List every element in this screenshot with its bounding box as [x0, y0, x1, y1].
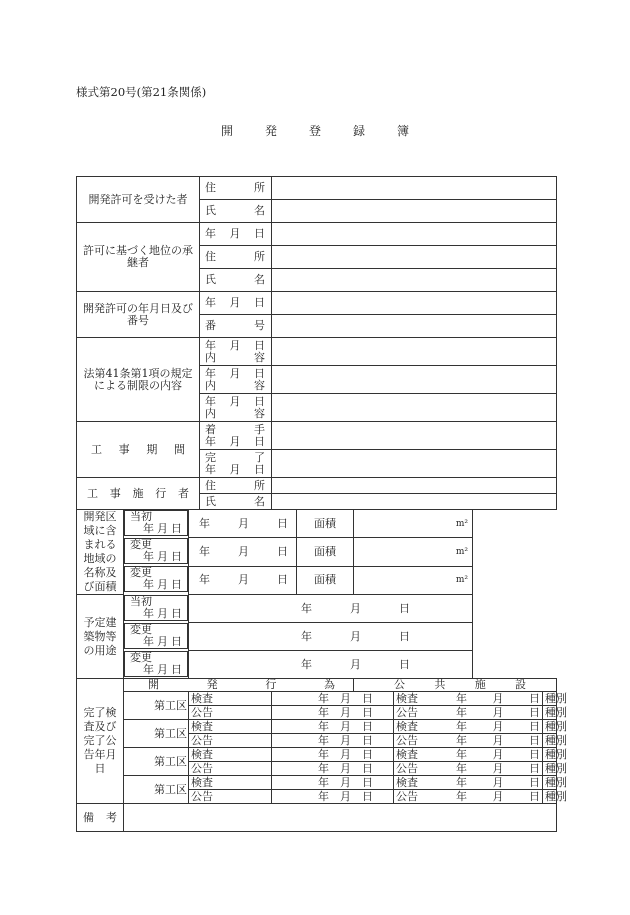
- dev-inspection-date[interactable]: [272, 720, 394, 734]
- year-text: 年: [456, 719, 468, 733]
- month-text: 月: [340, 761, 352, 775]
- content-text: 内容: [205, 378, 266, 392]
- successor-address-cell[interactable]: [272, 246, 557, 269]
- change-text: 変更: [130, 622, 152, 636]
- successor-name-cell[interactable]: [272, 269, 557, 292]
- use-cell-3[interactable]: [189, 651, 473, 679]
- year-text: 年: [143, 634, 154, 648]
- month-text: 月: [157, 634, 168, 648]
- end-text: 完了: [205, 450, 266, 464]
- month-text: 月: [492, 705, 504, 719]
- content-text: 内容: [205, 350, 266, 364]
- area-date-cell-1[interactable]: [189, 510, 297, 538]
- area-value-cell-2[interactable]: m²: [354, 538, 473, 566]
- day-text: 日: [277, 544, 289, 558]
- start-label: [200, 422, 272, 450]
- area-label: 面積: [297, 510, 354, 538]
- year-text: 年: [301, 601, 312, 615]
- title-char: 登: [308, 124, 321, 138]
- notice-label: 公告: [189, 734, 272, 748]
- dev-notice-date[interactable]: [272, 706, 394, 720]
- content-text: 内容: [205, 406, 266, 420]
- pub-notice-date[interactable]: [394, 762, 543, 776]
- applicant-address-cell[interactable]: [272, 177, 557, 200]
- name-label: 氏名: [200, 200, 272, 223]
- area-value-cell-3[interactable]: m²: [354, 566, 473, 594]
- day-text: 日: [529, 761, 541, 775]
- notice-text: 公告: [396, 733, 419, 747]
- remarks-cell[interactable]: [124, 804, 557, 832]
- type-label: 種別: [543, 734, 557, 748]
- day-text: 日: [362, 789, 374, 803]
- ymd-text: 年月日: [205, 434, 266, 448]
- number-label: 番号: [200, 315, 272, 338]
- end-label: [200, 450, 272, 478]
- month-text: 月: [340, 719, 352, 733]
- year-text: 年: [318, 733, 330, 747]
- pub-notice-date[interactable]: [394, 706, 543, 720]
- area-date-cell-3[interactable]: [189, 566, 297, 594]
- applicant-name-cell[interactable]: [272, 200, 557, 223]
- year-text: 年: [143, 662, 154, 676]
- year-text: 年: [143, 578, 154, 592]
- ymd-label: 年月日: [200, 223, 272, 246]
- restriction-cell-1[interactable]: [272, 338, 557, 366]
- type-label: 種別: [543, 720, 557, 734]
- day-text: 日: [171, 662, 182, 676]
- dev-inspection-date[interactable]: [272, 748, 394, 762]
- start-text: 着手: [205, 422, 266, 436]
- area-name-label: 開発区域に含まれる地域の名称及び面積: [77, 510, 124, 595]
- day-text: 日: [529, 775, 541, 789]
- day-text: 日: [529, 691, 541, 705]
- year-text: 年: [456, 705, 468, 719]
- day-text: 日: [171, 634, 182, 648]
- day-text: 日: [362, 705, 374, 719]
- day-text: 日: [529, 733, 541, 747]
- use-cell-2[interactable]: [189, 623, 473, 651]
- year-text: 年: [456, 775, 468, 789]
- notice-label: 公告: [189, 706, 272, 720]
- address-label: 住所: [200, 246, 272, 269]
- remarks-label: 備考: [77, 804, 124, 832]
- contractor-label: 工事施行者: [77, 478, 200, 510]
- ymd-text: 年月日: [205, 462, 266, 476]
- permit-number-cell[interactable]: [272, 315, 557, 338]
- day-text: 日: [362, 719, 374, 733]
- pub-inspection-date[interactable]: [394, 776, 543, 790]
- planned-use-label: 予定建築物等の用途: [77, 595, 124, 679]
- type-label: 種別: [543, 692, 557, 706]
- form-number: 様式第20号(第21条関係): [76, 85, 207, 99]
- month-text: 月: [340, 775, 352, 789]
- day-text: 日: [529, 705, 541, 719]
- month-text: 月: [157, 522, 168, 535]
- day-text: 日: [399, 657, 411, 671]
- pub-notice-date[interactable]: [394, 734, 543, 748]
- month-text: 月: [492, 747, 504, 761]
- day-text: 日: [399, 629, 411, 643]
- month-text: 月: [492, 733, 504, 747]
- pub-inspection-date[interactable]: [394, 720, 543, 734]
- day-text: 日: [277, 573, 289, 587]
- public-facility-header: 公共施設: [354, 679, 557, 692]
- year-text: 年: [143, 549, 154, 563]
- change-text: 変更: [130, 566, 152, 580]
- applicant-label: 開発許可を受けた者: [77, 177, 200, 223]
- day-text: 日: [529, 789, 541, 803]
- change-date-label: [124, 651, 188, 677]
- ymd-content-label: [200, 394, 272, 422]
- restriction-label: 法第41条第1項の規定による制限の内容: [77, 338, 200, 422]
- permit-date-cell[interactable]: [272, 292, 557, 315]
- title-char: 簿: [397, 124, 410, 138]
- month-text: 月: [157, 578, 168, 592]
- name-label: 氏名: [200, 494, 272, 510]
- successor-date-cell[interactable]: [272, 223, 557, 246]
- year-text: 年: [199, 516, 210, 530]
- ymd-label: 年月日: [200, 292, 272, 315]
- type-label: 種別: [543, 748, 557, 762]
- year-text: 年: [456, 761, 468, 775]
- inspection-text: 検査: [396, 747, 419, 761]
- year-text: 年: [318, 789, 330, 803]
- year-text: 年: [199, 573, 210, 587]
- ymd-content-label: [200, 338, 272, 366]
- year-text: 年: [318, 719, 330, 733]
- month-text: 月: [340, 705, 352, 719]
- change-date-label: [124, 566, 188, 592]
- notice-text: 公告: [396, 789, 419, 803]
- district-label: 第 工区: [124, 748, 189, 776]
- inspection-label: 検査: [189, 720, 272, 734]
- year-text: 年: [199, 544, 210, 558]
- change-text: 変更: [130, 650, 152, 664]
- district-label: 第 工区: [124, 692, 189, 720]
- district-label: 第 工区: [124, 720, 189, 748]
- title-char: 発: [264, 124, 277, 138]
- document-title: [0, 122, 630, 139]
- year-text: 年: [301, 657, 312, 671]
- day-text: 日: [362, 733, 374, 747]
- title-char: 開: [220, 124, 233, 138]
- inspection-label: 検査: [189, 748, 272, 762]
- district-label: 第 工区: [124, 776, 189, 804]
- day-text: 日: [171, 549, 182, 563]
- pub-inspection-date[interactable]: [394, 748, 543, 762]
- change-text: 変更: [130, 537, 152, 551]
- month-text: 月: [157, 549, 168, 563]
- day-text: 日: [362, 691, 374, 705]
- type-label: 種別: [543, 790, 557, 804]
- year-text: 年: [318, 691, 330, 705]
- dev-notice-date[interactable]: [272, 734, 394, 748]
- ymd-text: 年月日: [205, 366, 266, 380]
- restriction-cell-2[interactable]: [272, 366, 557, 394]
- name-label: 氏名: [200, 269, 272, 292]
- month-text: 月: [157, 662, 168, 676]
- type-label: 種別: [543, 762, 557, 776]
- day-text: 日: [529, 747, 541, 761]
- initial-text: 当初: [130, 510, 152, 523]
- address-label: 住所: [200, 478, 272, 494]
- construction-period-label: 工事期間: [77, 422, 200, 478]
- title-char: 録: [353, 124, 366, 138]
- area-value-cell-1[interactable]: m²: [354, 510, 473, 538]
- year-text: 年: [318, 747, 330, 761]
- inspection-label: 検査: [189, 692, 272, 706]
- inspection-label: 検査: [189, 776, 272, 790]
- month-text: 月: [238, 573, 250, 587]
- year-text: 年: [318, 775, 330, 789]
- ymd-text: 年月日: [205, 338, 266, 352]
- change-date-label: [124, 623, 188, 649]
- type-label: 種別: [543, 776, 557, 790]
- restriction-cell-3[interactable]: [272, 394, 557, 422]
- inspection-text: 検査: [396, 775, 419, 789]
- month-text: 月: [238, 516, 250, 530]
- year-text: 年: [456, 747, 468, 761]
- construction-start-cell[interactable]: [272, 422, 557, 450]
- year-text: 年: [318, 705, 330, 719]
- area-label: 面積: [297, 566, 354, 594]
- area-label: 面積: [297, 538, 354, 566]
- year-text: 年: [456, 733, 468, 747]
- dev-notice-date[interactable]: [272, 762, 394, 776]
- completion-label: 完了検査及び完了公告年月日: [77, 679, 124, 804]
- year-text: 年: [143, 522, 154, 535]
- type-label: 種別: [543, 706, 557, 720]
- month-text: 月: [340, 789, 352, 803]
- year-text: 年: [318, 761, 330, 775]
- month-text: 月: [157, 606, 168, 620]
- month-text: 月: [238, 544, 250, 558]
- inspection-text: 検査: [396, 691, 419, 705]
- pub-inspection-date[interactable]: [394, 692, 543, 706]
- day-text: 日: [362, 761, 374, 775]
- construction-end-cell[interactable]: [272, 450, 557, 478]
- month-text: 月: [340, 747, 352, 761]
- contractor-name-cell[interactable]: [272, 494, 557, 510]
- initial-date-label: [124, 510, 188, 536]
- change-date-label: [124, 538, 188, 564]
- day-text: 日: [362, 775, 374, 789]
- month-text: 月: [492, 761, 504, 775]
- year-text: 年: [456, 691, 468, 705]
- year-text: 年: [456, 789, 468, 803]
- permit-date-label: 開発許可の年月日及び番号: [77, 292, 200, 338]
- year-text: 年: [301, 629, 312, 643]
- registry-table: [76, 176, 568, 832]
- notice-text: 公告: [396, 705, 419, 719]
- ymd-content-label: [200, 366, 272, 394]
- month-text: 月: [492, 775, 504, 789]
- day-text: 日: [171, 606, 182, 620]
- inspection-text: 検査: [396, 719, 419, 733]
- dev-notice-date[interactable]: [272, 790, 394, 804]
- month-text: 月: [492, 789, 504, 803]
- dev-inspection-date[interactable]: [272, 776, 394, 790]
- pub-notice-date[interactable]: [394, 790, 543, 804]
- day-text: 日: [171, 578, 182, 592]
- initial-text: 当初: [130, 594, 152, 608]
- day-text: 日: [277, 516, 289, 530]
- month-text: 月: [340, 733, 352, 747]
- contractor-address-cell[interactable]: [272, 478, 557, 494]
- dev-inspection-date[interactable]: [272, 692, 394, 706]
- day-text: 日: [399, 601, 411, 615]
- initial-date-label: [124, 595, 188, 621]
- month-text: 月: [350, 657, 362, 671]
- ymd-text: 年月日: [205, 394, 266, 408]
- address-label: 住所: [200, 177, 272, 200]
- notice-label: 公告: [189, 762, 272, 776]
- area-date-cell-2[interactable]: [189, 538, 297, 566]
- year-text: 年: [143, 606, 154, 620]
- successor-label: 許可に基づく地位の承継者: [77, 223, 200, 292]
- month-text: 月: [492, 691, 504, 705]
- month-text: 月: [340, 691, 352, 705]
- notice-label: 公告: [189, 790, 272, 804]
- month-text: 月: [350, 629, 362, 643]
- day-text: 日: [171, 522, 182, 535]
- day-text: 日: [362, 747, 374, 761]
- month-text: 月: [350, 601, 362, 615]
- month-text: 月: [492, 719, 504, 733]
- day-text: 日: [529, 719, 541, 733]
- use-cell-1[interactable]: [189, 595, 473, 623]
- notice-text: 公告: [396, 761, 419, 775]
- dev-act-header: 開発行為: [124, 679, 354, 692]
